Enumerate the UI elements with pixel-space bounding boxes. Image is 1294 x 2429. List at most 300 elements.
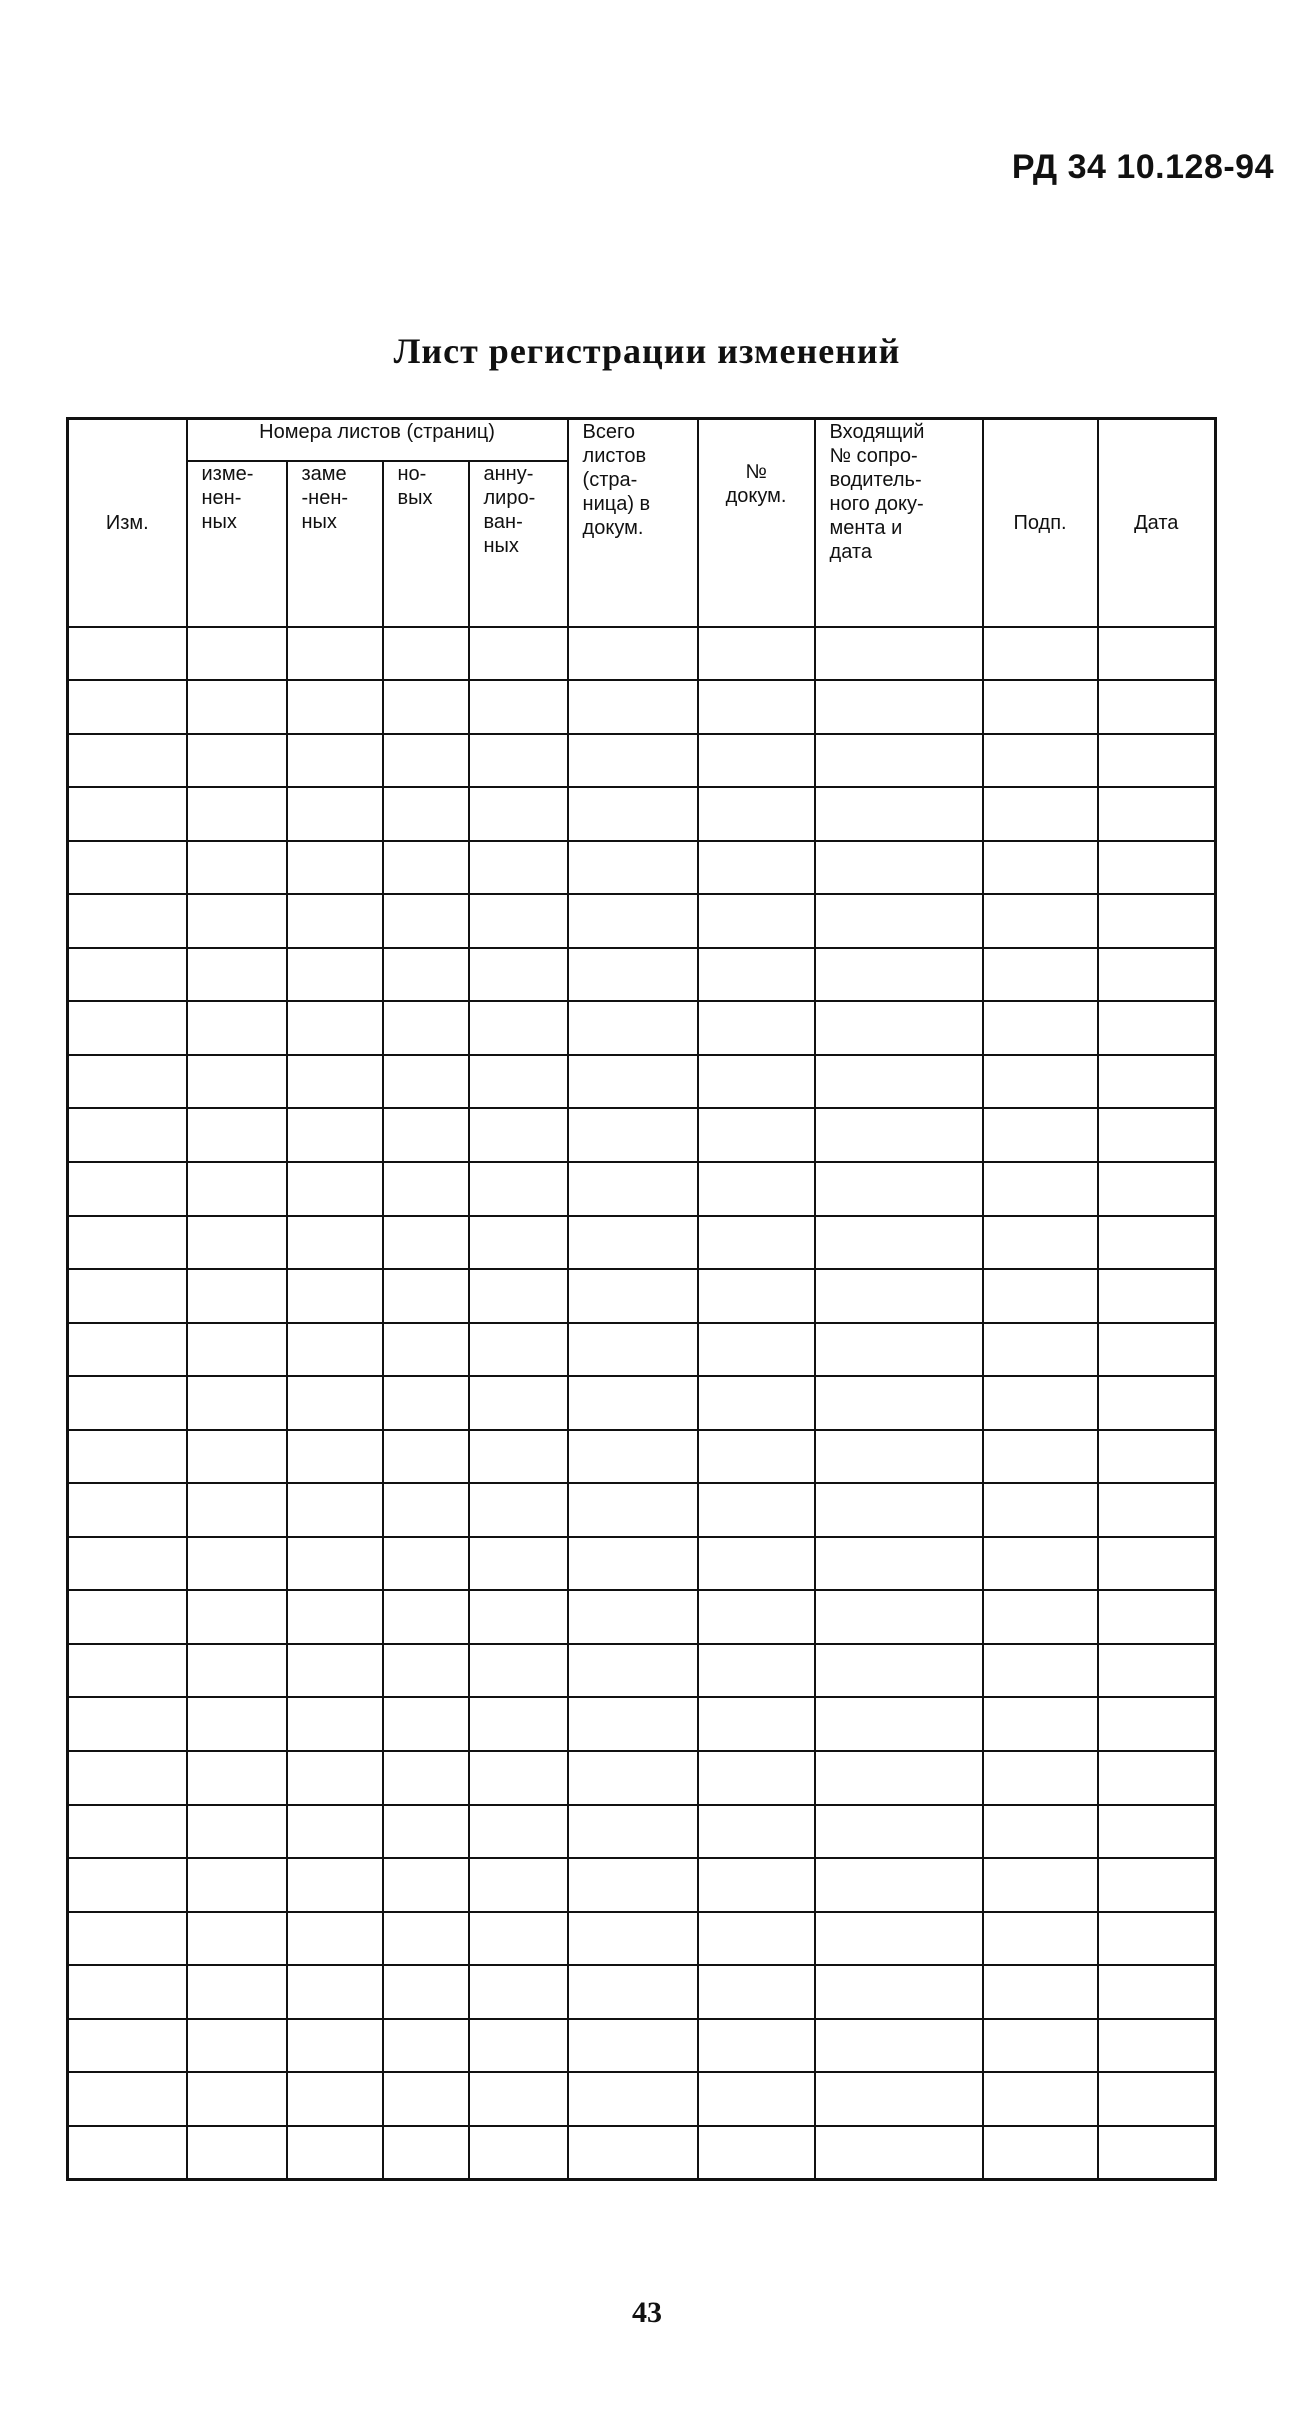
table-cell — [469, 1965, 568, 2019]
table-cell — [568, 1483, 698, 1537]
table-cell — [568, 2126, 698, 2180]
table-cell — [469, 1430, 568, 1484]
table-cell — [383, 734, 469, 788]
table-cell — [68, 1376, 187, 1430]
table-cell — [187, 1376, 287, 1430]
table-cell — [1098, 1858, 1216, 1912]
table-cell — [187, 1269, 287, 1323]
table-cell — [568, 627, 698, 681]
table-row — [68, 1805, 1216, 1859]
table-cell — [287, 841, 383, 895]
table-cell — [815, 787, 983, 841]
table-cell — [815, 1430, 983, 1484]
table-cell — [698, 1483, 815, 1537]
table-cell — [983, 841, 1098, 895]
table-cell — [568, 1858, 698, 1912]
table-cell — [815, 1269, 983, 1323]
table-cell — [383, 1108, 469, 1162]
table-cell — [469, 787, 568, 841]
table-cell — [187, 1323, 287, 1377]
table-cell — [568, 1912, 698, 1966]
table-cell — [287, 2126, 383, 2180]
table-cell — [1098, 1590, 1216, 1644]
table-cell — [68, 1001, 187, 1055]
table-cell — [568, 1697, 698, 1751]
table-cell — [1098, 1965, 1216, 2019]
table-cell — [287, 1376, 383, 1430]
table-cell — [815, 1537, 983, 1591]
table-cell — [698, 841, 815, 895]
table-row — [68, 2126, 1216, 2180]
table-row — [68, 894, 1216, 948]
table-cell — [469, 1323, 568, 1377]
table-cell — [815, 1108, 983, 1162]
table-row — [68, 1108, 1216, 1162]
table-cell — [68, 1216, 187, 1270]
table-cell — [469, 894, 568, 948]
table-cell — [68, 1858, 187, 1912]
table-cell — [568, 1108, 698, 1162]
header-new: но- вых — [383, 461, 469, 627]
table-cell — [983, 1108, 1098, 1162]
table-cell — [469, 1697, 568, 1751]
table-cell — [815, 1697, 983, 1751]
table-cell — [383, 1858, 469, 1912]
table-cell — [187, 1697, 287, 1751]
page-title: Лист регистрации изменений — [393, 331, 901, 371]
table-cell — [815, 1858, 983, 1912]
table-cell — [187, 1590, 287, 1644]
table-cell — [287, 2019, 383, 2073]
table-cell — [287, 1590, 383, 1644]
table-row — [68, 680, 1216, 734]
table-cell — [187, 1644, 287, 1698]
table-cell — [68, 1108, 187, 1162]
table-cell — [815, 627, 983, 681]
table-cell — [469, 2019, 568, 2073]
table-cell — [383, 1430, 469, 1484]
table-cell — [287, 1055, 383, 1109]
table-cell — [383, 787, 469, 841]
table-cell — [568, 1590, 698, 1644]
header-date: Дата — [1098, 419, 1216, 627]
table-cell — [1098, 1483, 1216, 1537]
table-cell — [815, 1162, 983, 1216]
table-cell — [187, 1965, 287, 2019]
table-cell — [187, 1483, 287, 1537]
table-cell — [815, 1965, 983, 2019]
header-total-sheets: Всего листов (стра- ница) в докум. — [568, 419, 698, 627]
table-row — [68, 1858, 1216, 1912]
table-cell — [469, 734, 568, 788]
table-cell — [187, 2019, 287, 2073]
table-cell — [568, 787, 698, 841]
table-cell — [698, 1216, 815, 1270]
table-row — [68, 841, 1216, 895]
table-cell — [287, 1108, 383, 1162]
table-cell — [383, 1323, 469, 1377]
table-row — [68, 734, 1216, 788]
table-cell — [815, 1590, 983, 1644]
table-cell — [383, 1751, 469, 1805]
table-cell — [469, 1216, 568, 1270]
table-cell — [68, 1483, 187, 1537]
table-cell — [815, 1483, 983, 1537]
table-cell — [383, 1216, 469, 1270]
table-cell — [698, 1001, 815, 1055]
table-cell — [383, 841, 469, 895]
table-cell — [1098, 1644, 1216, 1698]
table-cell — [68, 841, 187, 895]
table-cell — [68, 1430, 187, 1484]
table-cell — [287, 1751, 383, 1805]
table-row — [68, 1751, 1216, 1805]
table-cell — [187, 1055, 287, 1109]
table-cell — [815, 1912, 983, 1966]
table-cell — [983, 2126, 1098, 2180]
table-row — [68, 1965, 1216, 2019]
table-cell — [983, 1590, 1098, 1644]
table-cell — [568, 1055, 698, 1109]
table-cell — [187, 1912, 287, 1966]
table-cell — [287, 948, 383, 1002]
table-cell — [68, 2072, 187, 2126]
table-row — [68, 1055, 1216, 1109]
table-row — [68, 2072, 1216, 2126]
table-cell — [287, 1858, 383, 1912]
table-cell — [469, 1055, 568, 1109]
table-cell — [698, 894, 815, 948]
table-row — [68, 1162, 1216, 1216]
table-cell — [568, 2019, 698, 2073]
table-row — [68, 1912, 1216, 1966]
table-cell — [383, 948, 469, 1002]
table-cell — [983, 627, 1098, 681]
table-cell — [1098, 841, 1216, 895]
table-cell — [383, 2072, 469, 2126]
table-cell — [68, 680, 187, 734]
table-cell — [1098, 1162, 1216, 1216]
table-cell — [68, 948, 187, 1002]
table-cell — [187, 1001, 287, 1055]
table-cell — [698, 1644, 815, 1698]
table-cell — [68, 627, 187, 681]
change-registration-table — [66, 417, 1217, 2181]
table-cell — [68, 1323, 187, 1377]
table-cell — [983, 1912, 1098, 1966]
document-code: РД 34 10.128-94 — [1011, 148, 1274, 186]
table-cell — [287, 680, 383, 734]
table-cell — [698, 1965, 815, 2019]
table-cell — [383, 1590, 469, 1644]
table-cell — [983, 1644, 1098, 1698]
table-cell — [983, 1483, 1098, 1537]
table-cell — [287, 1805, 383, 1859]
header-page-numbers-label: Номера листов (страниц) — [259, 421, 495, 443]
table-cell — [698, 1108, 815, 1162]
table-cell — [815, 948, 983, 1002]
table-cell — [983, 2019, 1098, 2073]
table-cell — [568, 1805, 698, 1859]
table-cell — [983, 734, 1098, 788]
table-cell — [287, 1537, 383, 1591]
table-cell — [287, 734, 383, 788]
table-cell — [983, 1430, 1098, 1484]
table-cell — [698, 2072, 815, 2126]
table-cell — [287, 787, 383, 841]
table-cell — [698, 1590, 815, 1644]
table-cell — [815, 1751, 983, 1805]
table-cell — [68, 1537, 187, 1591]
header-replaced: заме -нен- ных — [287, 461, 383, 627]
table-cell — [1098, 1108, 1216, 1162]
table-cell — [1098, 1697, 1216, 1751]
table-cell — [983, 1323, 1098, 1377]
table-cell — [187, 627, 287, 681]
table-cell — [383, 1965, 469, 2019]
table-cell — [568, 1644, 698, 1698]
header-doc-number: № докум. — [698, 419, 815, 627]
table-cell — [698, 680, 815, 734]
table-cell — [815, 1805, 983, 1859]
table-cell — [698, 734, 815, 788]
table-cell — [187, 1430, 287, 1484]
table-cell — [815, 1055, 983, 1109]
table-cell — [983, 1376, 1098, 1430]
table-cell — [698, 1537, 815, 1591]
table-row — [68, 627, 1216, 681]
table-cell — [469, 1912, 568, 1966]
table-cell — [383, 1805, 469, 1859]
table-cell — [815, 894, 983, 948]
table-cell — [287, 627, 383, 681]
table-cell — [815, 841, 983, 895]
table-cell — [383, 1697, 469, 1751]
table-cell — [568, 948, 698, 1002]
table-cell — [983, 1162, 1098, 1216]
table-cell — [983, 1965, 1098, 2019]
table-cell — [187, 787, 287, 841]
table-cell — [698, 948, 815, 1002]
table-cell — [469, 1805, 568, 1859]
table-cell — [815, 1644, 983, 1698]
table-cell — [1098, 1269, 1216, 1323]
table-cell — [983, 1216, 1098, 1270]
table-cell — [383, 627, 469, 681]
table-cell — [1098, 627, 1216, 681]
table-row — [68, 948, 1216, 1002]
table-cell — [815, 2019, 983, 2073]
table-cell — [815, 1216, 983, 1270]
table-row — [68, 1590, 1216, 1644]
table-cell — [383, 680, 469, 734]
table-cell — [68, 1805, 187, 1859]
table-cell — [983, 2072, 1098, 2126]
table-cell — [1098, 1216, 1216, 1270]
table-cell — [187, 680, 287, 734]
table-cell — [287, 1216, 383, 1270]
table-cell — [287, 1269, 383, 1323]
table-row — [68, 1697, 1216, 1751]
table-row — [68, 1269, 1216, 1323]
header-annulled: анну- лиро- ван- ных — [469, 461, 568, 627]
table-cell — [287, 2072, 383, 2126]
table-row — [68, 1323, 1216, 1377]
table-cell — [383, 1483, 469, 1537]
table-cell — [1098, 1805, 1216, 1859]
table-cell — [383, 1055, 469, 1109]
table-cell — [68, 1912, 187, 1966]
table-cell — [698, 1162, 815, 1216]
table-cell — [287, 1162, 383, 1216]
table-cell — [68, 1590, 187, 1644]
table-cell — [187, 841, 287, 895]
table-cell — [1098, 948, 1216, 1002]
table-cell — [469, 1590, 568, 1644]
table-cell — [187, 1108, 287, 1162]
table-cell — [1098, 1001, 1216, 1055]
table-cell — [287, 1430, 383, 1484]
table-cell — [469, 1108, 568, 1162]
table-cell — [568, 1430, 698, 1484]
table-cell — [698, 1751, 815, 1805]
table-cell — [469, 1001, 568, 1055]
table-cell — [187, 1751, 287, 1805]
table-cell — [287, 1697, 383, 1751]
table-cell — [469, 2072, 568, 2126]
table-cell — [1098, 2072, 1216, 2126]
table-cell — [383, 1644, 469, 1698]
table-cell — [815, 680, 983, 734]
table-cell — [469, 1537, 568, 1591]
table-cell — [983, 1269, 1098, 1323]
table-cell — [68, 1162, 187, 1216]
table-cell — [383, 2126, 469, 2180]
table-cell — [287, 1965, 383, 2019]
table-cell — [469, 1644, 568, 1698]
table-cell — [698, 1376, 815, 1430]
header-izm — [68, 419, 187, 627]
table-cell — [68, 894, 187, 948]
table-row — [68, 1483, 1216, 1537]
table-cell — [187, 948, 287, 1002]
table-cell — [815, 2072, 983, 2126]
table-cell — [568, 1751, 698, 1805]
table-cell — [469, 841, 568, 895]
table-cell — [815, 734, 983, 788]
table-cell — [983, 1697, 1098, 1751]
table-cell — [383, 1537, 469, 1591]
table-cell — [1098, 734, 1216, 788]
table-cell — [1098, 894, 1216, 948]
table-row — [68, 1430, 1216, 1484]
table-cell — [383, 1376, 469, 1430]
table-cell — [815, 1323, 983, 1377]
table-cell — [815, 2126, 983, 2180]
table-cell — [469, 1751, 568, 1805]
header-signature: Подп. — [983, 419, 1098, 627]
table-row — [68, 1644, 1216, 1698]
page-number: 43 — [632, 2296, 662, 2329]
table-row — [68, 1216, 1216, 1270]
table-row — [68, 787, 1216, 841]
table-cell — [469, 1269, 568, 1323]
table-cell — [698, 1430, 815, 1484]
table-cell — [568, 1269, 698, 1323]
header-changed: изме- нен- ных — [187, 461, 287, 627]
table-cell — [568, 841, 698, 895]
table-cell — [1098, 1430, 1216, 1484]
table-cell — [568, 2072, 698, 2126]
table-cell — [469, 627, 568, 681]
table-cell — [68, 1697, 187, 1751]
table-cell — [983, 1805, 1098, 1859]
table-cell — [187, 1858, 287, 1912]
table-cell — [68, 2126, 187, 2180]
table-cell — [469, 1162, 568, 1216]
table-cell — [1098, 1751, 1216, 1805]
table-cell — [469, 1376, 568, 1430]
table-cell — [68, 734, 187, 788]
table-cell — [287, 894, 383, 948]
table-row — [68, 1376, 1216, 1430]
table-cell — [469, 948, 568, 1002]
table-cell — [568, 680, 698, 734]
table-cell — [1098, 1912, 1216, 1966]
table-cell — [568, 1216, 698, 1270]
table-cell — [383, 1001, 469, 1055]
table-cell — [287, 1912, 383, 1966]
table-cell — [698, 1805, 815, 1859]
table-cell — [383, 2019, 469, 2073]
table-cell — [568, 734, 698, 788]
table-cell — [383, 894, 469, 948]
table-cell — [698, 1697, 815, 1751]
table-cell — [698, 627, 815, 681]
table-cell — [568, 894, 698, 948]
table-cell — [1098, 1055, 1216, 1109]
table-cell — [1098, 2019, 1216, 2073]
table-cell — [469, 2126, 568, 2180]
table-cell — [983, 680, 1098, 734]
table-cell — [469, 1483, 568, 1537]
table-cell — [983, 948, 1098, 1002]
table-cell — [983, 894, 1098, 948]
table-cell — [983, 1751, 1098, 1805]
header-izm-label: Изм. — [105, 511, 149, 534]
table-cell — [568, 1323, 698, 1377]
table-cell — [698, 787, 815, 841]
table-cell — [1098, 2126, 1216, 2180]
table-cell — [983, 1001, 1098, 1055]
table-row — [68, 2019, 1216, 2073]
table-cell — [815, 1376, 983, 1430]
table-cell — [568, 1162, 698, 1216]
table-cell — [469, 680, 568, 734]
table-cell — [68, 787, 187, 841]
table-cell — [287, 1483, 383, 1537]
table-cell — [187, 2072, 287, 2126]
table-cell — [187, 1216, 287, 1270]
table-cell — [1098, 680, 1216, 734]
table-cell — [568, 1965, 698, 2019]
table-cell — [698, 1912, 815, 1966]
table-cell — [815, 1001, 983, 1055]
table-row — [68, 1537, 1216, 1591]
table-cell — [698, 1323, 815, 1377]
table-cell — [383, 1162, 469, 1216]
table-cell — [568, 1376, 698, 1430]
